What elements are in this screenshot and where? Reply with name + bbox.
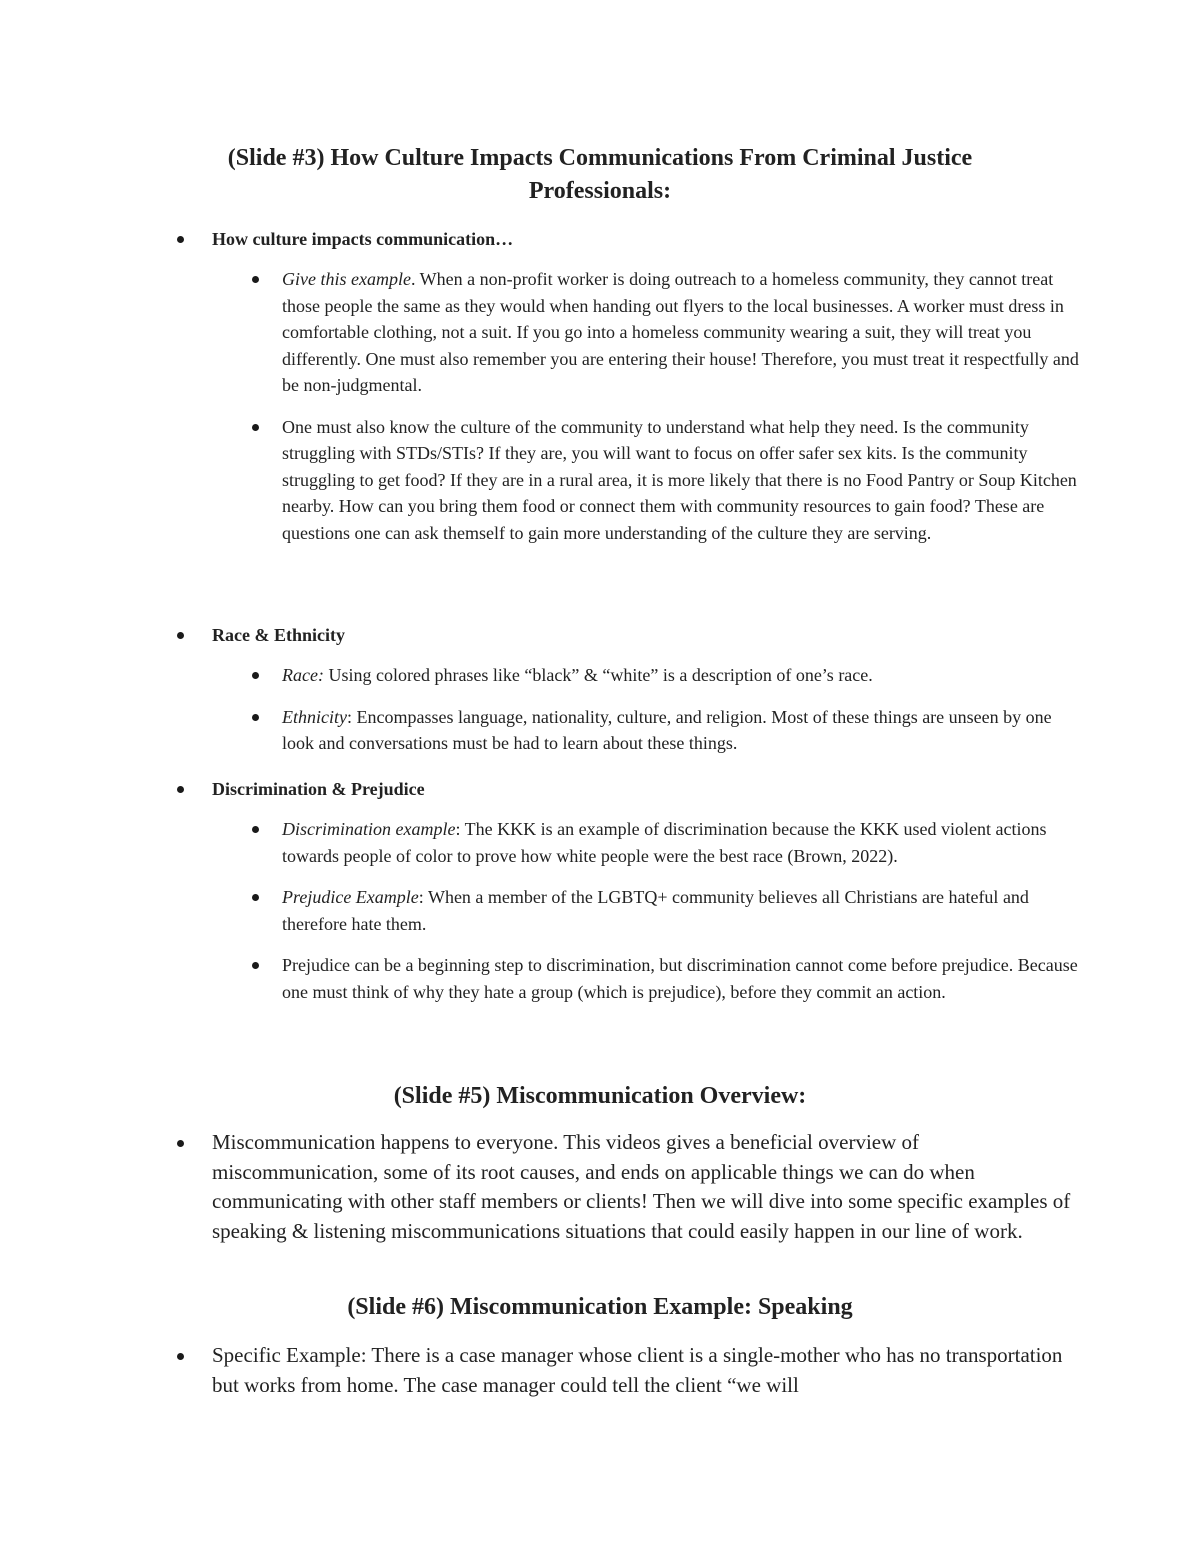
slide-3-bullet-list-2 xyxy=(172,622,1072,772)
item-text: Miscommunication happens to everyone. This videos gives a beneficial overview of miscommunication, some of its root causes, and ends on applicable things we can do when communicating with other staff members or clients! Then we will dive into some specific examples of speaking & listening miscommunications situations that could easily happen in our line of work. xyxy=(212,1130,1071,1243)
bullet-icon xyxy=(252,826,259,833)
bullet-icon xyxy=(177,632,184,639)
title-line-1: (Slide #3) How Culture Impacts Communications From Criminal Justice xyxy=(227,145,973,171)
list-item xyxy=(212,884,1072,937)
sub-list xyxy=(212,662,1072,757)
item-text: : Encompasses language, nationality, culture, and religion. Most of these things are unseen by one look and conversations must be had to learn about these things. xyxy=(282,706,1052,753)
item-text: . When a non-profit worker is doing outreach to a homeless community, they cannot treat those people the same as they would when handing out flyers to the local businesses. A worker must dress in comfortable clothing, not a suit. If you go into a homeless community wearing a suit, they will treat you differently. One must also remember you are entering their house! Therefore, you must treat it respectfully and be non-judgmental. xyxy=(282,269,1079,395)
group-label: Discrimination & Prejudice xyxy=(212,779,425,799)
list-item xyxy=(172,1128,1072,1246)
bullet-icon xyxy=(252,276,259,283)
item-text: Prejudice can be a beginning step to discrimination, but discrimination cannot come before prejudice. Because one must think of why they hate a group (which is prejudice), before they commit an action. xyxy=(282,955,1078,1002)
item-lead: Ethnicity xyxy=(282,706,347,727)
slide-3-bullet-list-3 xyxy=(172,776,1078,1020)
item-text: : When a member of the LGBTQ+ community believes all Christians are hateful and therefore hate them. xyxy=(282,887,1029,934)
group-culture xyxy=(172,226,1079,546)
section-title-slide-5: (Slide #5) Miscommunication Overview: xyxy=(393,1083,807,1109)
item-text: One must also know the culture of the community to understand what help they need. Is the community struggling with STDs/STIs? If they are, you will want to focus on offer safer sex kits. Is the community struggling to get food? If they are in a rural area, it is more likely that there is no Food Pantry or Soup Kitchen nearby. How can you bring them food or connect them with community resources to gain food? These are questions one can ask themself to gain more understanding of the culture they are serving. xyxy=(282,416,1077,543)
slide-5-bullet-list xyxy=(172,1128,1072,1246)
section-title-slide-3 xyxy=(140,142,1060,208)
list-item xyxy=(172,1341,1072,1400)
bullet-icon xyxy=(252,962,259,969)
list-item xyxy=(212,662,1072,689)
slide-3-bullet-list xyxy=(172,226,1079,561)
bullet-icon xyxy=(252,714,259,721)
slide-6-bullet-list xyxy=(172,1341,1072,1400)
bullet-icon xyxy=(177,1353,184,1360)
group-discrimination-prejudice xyxy=(172,776,1078,1005)
bullet-icon xyxy=(252,894,259,901)
title-line-2: Professionals: xyxy=(528,178,672,204)
list-item xyxy=(212,952,1078,1005)
item-text: Specific Example: There is a case manager whose client is a single-mother who has no transportation but works from home. The case manager could tell the client “we will xyxy=(212,1343,1063,1397)
group-label: Race & Ethnicity xyxy=(212,625,345,645)
item-lead: Prejudice Example xyxy=(282,887,419,907)
section-title-slide-6: (Slide #6) Miscommunication Example: Speaking xyxy=(347,1294,853,1320)
list-item xyxy=(212,816,1072,869)
sub-list xyxy=(212,266,1079,546)
list-item xyxy=(212,704,1072,757)
item-lead: Give this example xyxy=(282,269,411,289)
bullet-icon xyxy=(252,672,259,679)
list-item xyxy=(212,414,1077,547)
sub-list xyxy=(212,816,1078,1005)
bullet-icon xyxy=(252,424,259,431)
list-item xyxy=(212,266,1079,399)
item-text: : The KKK is an example of discrimination because the KKK used violent actions towards people of color to prove how white people were the best race (Brown, 2022). xyxy=(282,819,1047,866)
bullet-icon xyxy=(177,1140,184,1147)
bullet-icon xyxy=(177,786,184,793)
item-lead: Discrimination example xyxy=(282,819,456,839)
item-lead: Race: xyxy=(282,665,324,685)
group-race-ethnicity xyxy=(172,622,1072,757)
bullet-icon xyxy=(177,236,184,243)
group-label: How culture impacts communication… xyxy=(212,229,514,249)
item-text: Using colored phrases like “black” & “white” is a description of one’s race. xyxy=(323,665,873,685)
